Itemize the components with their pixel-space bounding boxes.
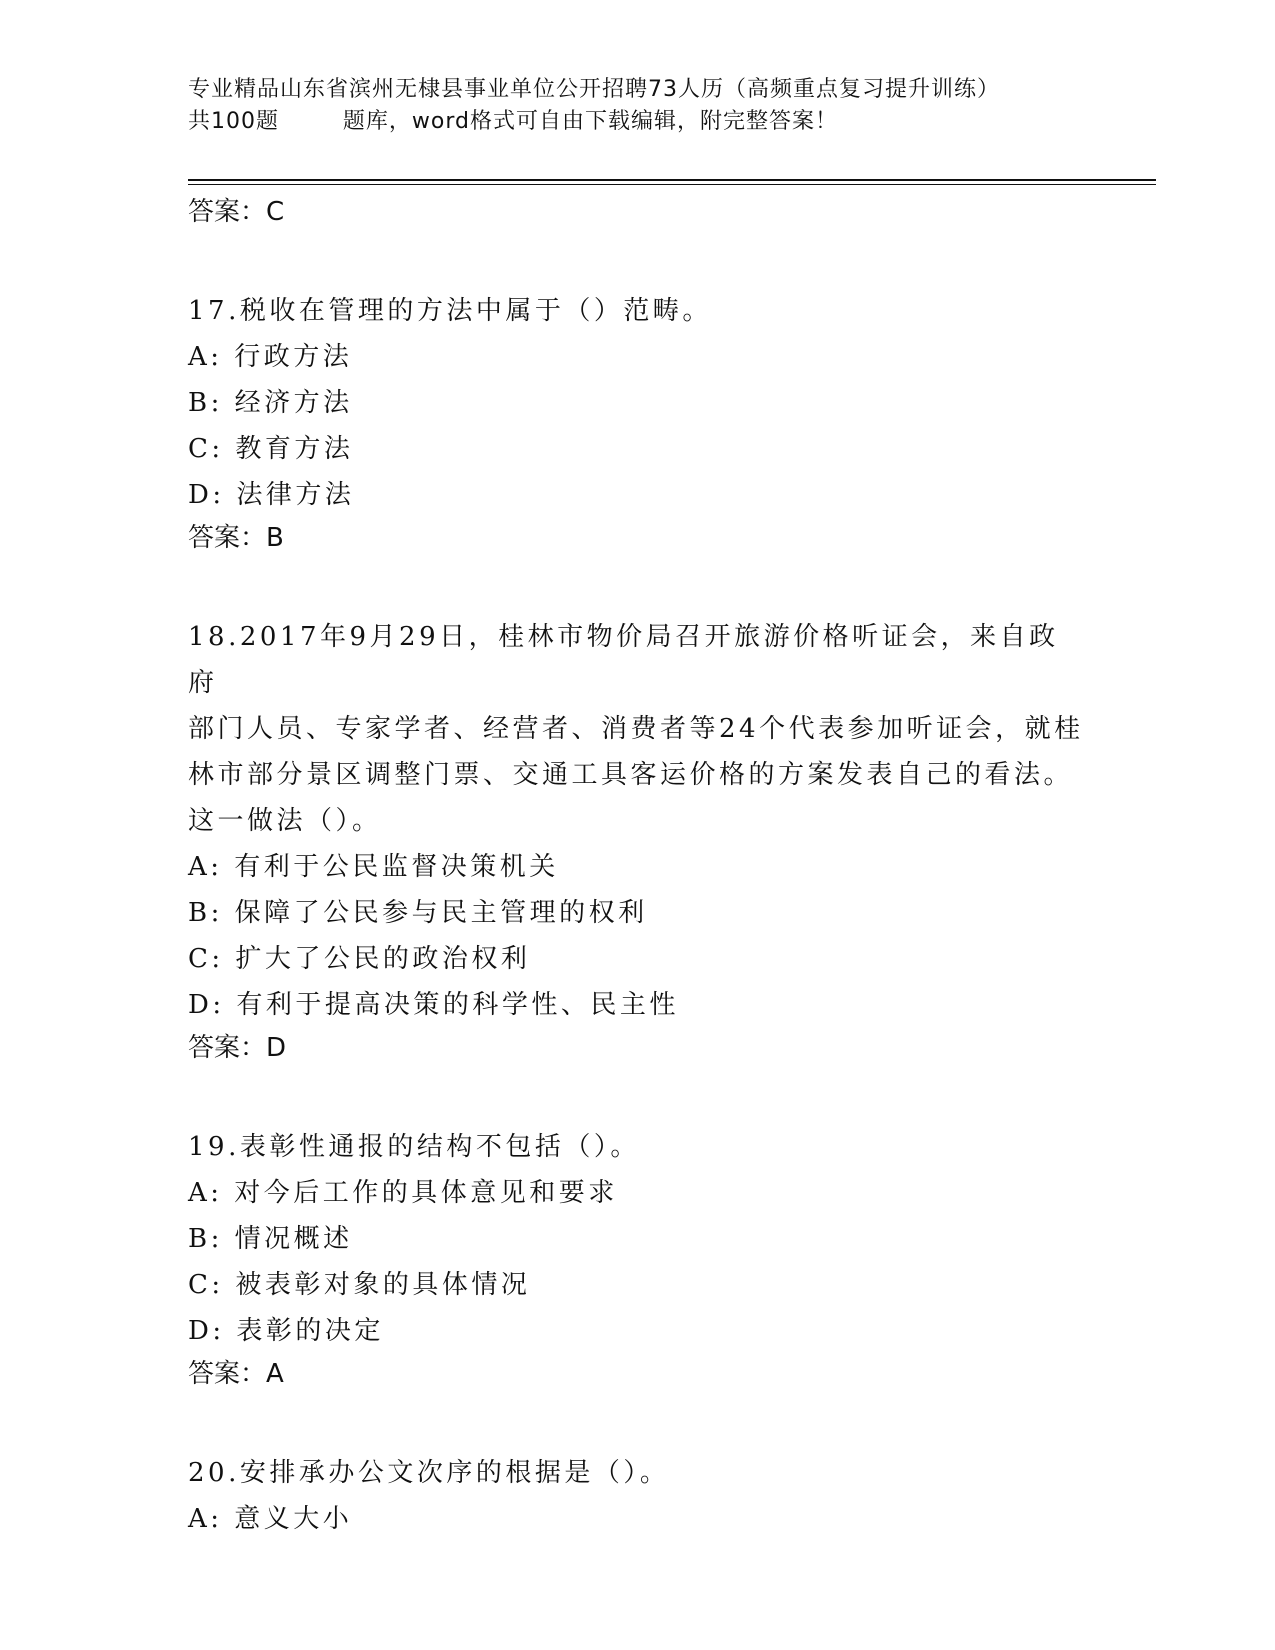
question-stem-line: 18.2017年9月29日，桂林市物价局召开旅游价格听证会，来自政府 [188, 622, 1059, 698]
question-18 [188, 614, 1088, 1068]
option-a: A: 行政方法 [188, 342, 353, 372]
question-17 [188, 288, 1088, 558]
answer-line: 答案：B [188, 523, 284, 553]
option-c: C: 教育方法 [188, 434, 354, 464]
answer-line: 答案：D [188, 1033, 287, 1063]
question-stem-line: 林市部分景区调整门票、交通工具客运价格的方案发表自己的看法。 [188, 760, 1074, 790]
question-stem: 17.税收在管理的方法中属于（）范畴。 [188, 296, 712, 326]
header-divider-thin [188, 184, 1156, 185]
spacer [188, 1068, 1088, 1124]
option-d: D: 有利于提高决策的科学性、民主性 [188, 990, 679, 1020]
option-a: A: 有利于公民监督决策机关 [188, 852, 559, 882]
option-b: B: 经济方法 [188, 388, 353, 418]
question-stem-line: 部门人员、专家学者、经营者、消费者等24个代表参加听证会，就桂 [188, 714, 1084, 744]
document-header [188, 74, 1088, 138]
option-d: D: 表彰的决定 [188, 1316, 384, 1346]
option-b: B: 情况概述 [188, 1224, 353, 1254]
header-divider-thick [188, 179, 1156, 181]
answer-line: 答案：A [188, 1359, 284, 1389]
question-stem-line: 这一做法（）。 [188, 806, 382, 836]
option-c: C: 被表彰对象的具体情况 [188, 1270, 531, 1300]
question-list [188, 192, 1088, 1542]
question-19 [188, 1124, 1088, 1394]
spacer [188, 232, 1088, 288]
header-title-line-2: 共100题 题库，word格式可自由下载编辑，附完整答案！ [188, 109, 839, 134]
header-title-line-1: 专业精品山东省滨州无棣县事业单位公开招聘73人历（高频重点复习提升训练） [188, 77, 1000, 102]
spacer [188, 1394, 1088, 1450]
option-a: A: 对今后工作的具体意见和要求 [188, 1178, 618, 1208]
question-20 [188, 1450, 1088, 1542]
option-d: D: 法律方法 [188, 480, 355, 510]
option-a: A: 意义大小 [188, 1504, 353, 1534]
option-c: C: 扩大了公民的政治权利 [188, 944, 531, 974]
option-b: B: 保障了公民参与民主管理的权利 [188, 898, 648, 928]
question-stem: 19.表彰性通报的结构不包括（）。 [188, 1132, 640, 1162]
question-stem: 20.安排承办公文次序的根据是（）。 [188, 1458, 670, 1488]
spacer [188, 558, 1088, 614]
answer-line: 答案：C [188, 197, 285, 227]
